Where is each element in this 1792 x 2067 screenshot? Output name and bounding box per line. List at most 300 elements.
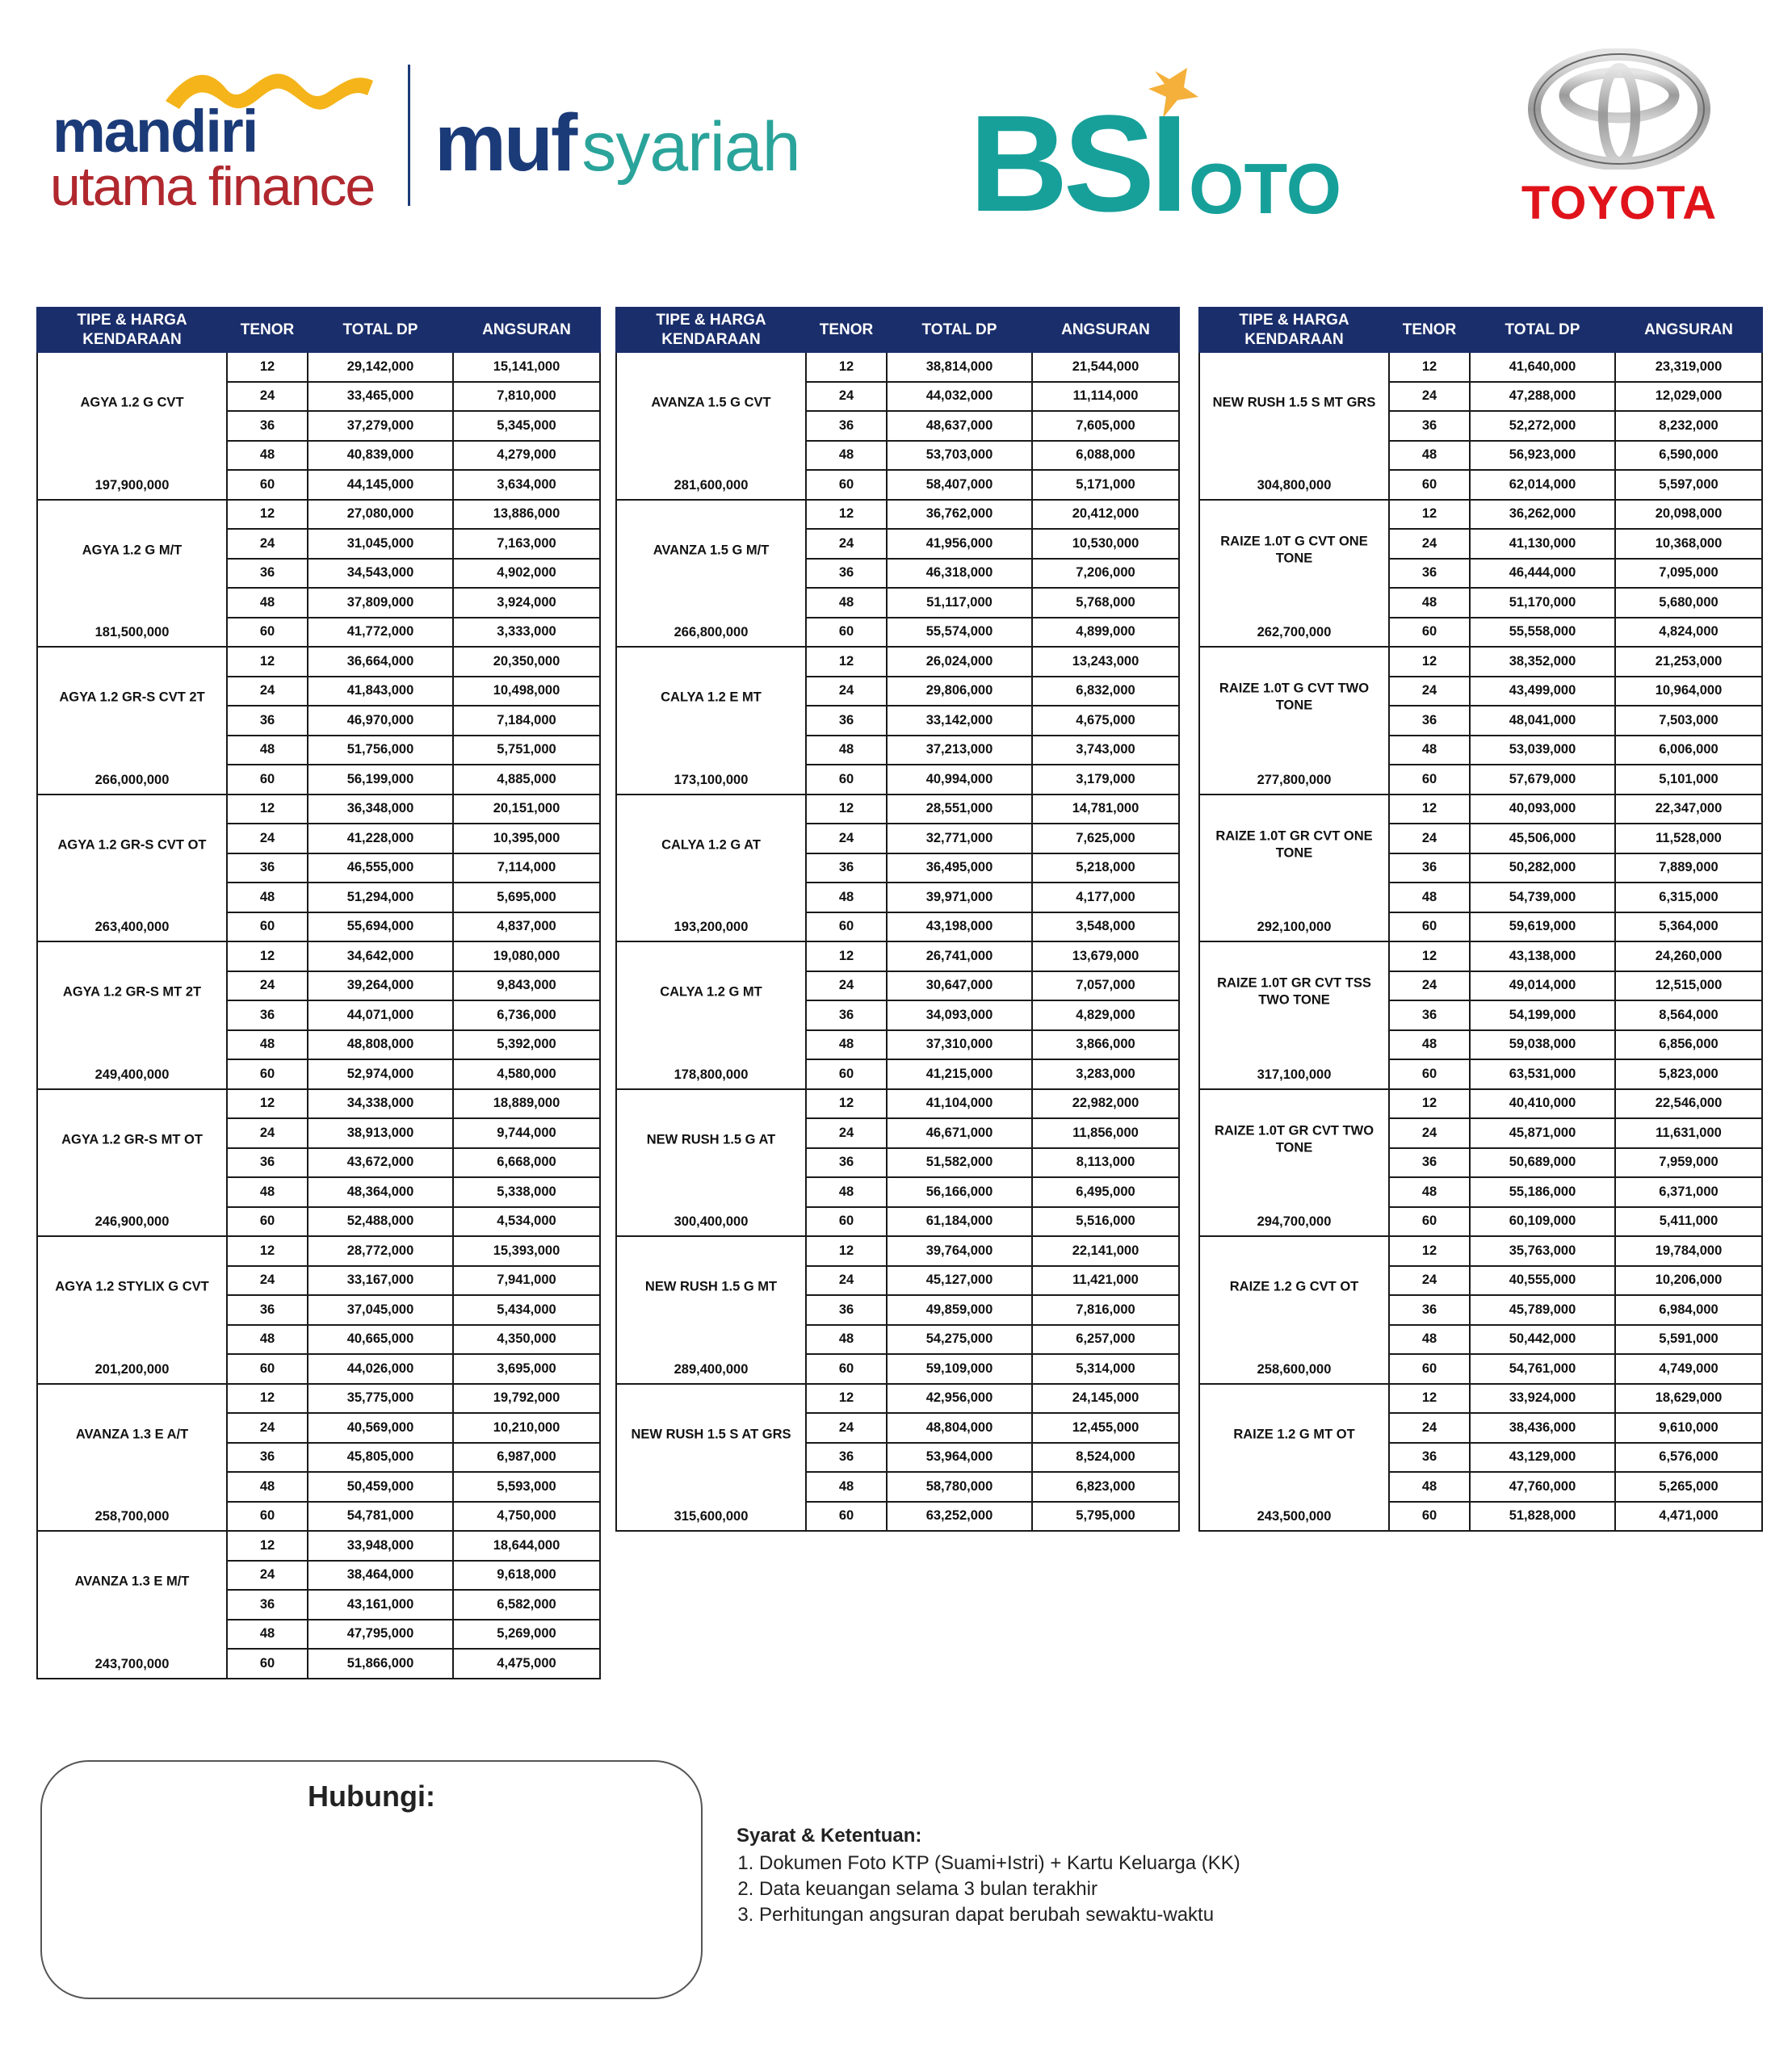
tenor-cell: 60 [227,470,308,500]
tenor-cell: 36 [806,1295,887,1325]
total-dp-cell: 44,145,000 [308,470,453,500]
angsuran-cell: 10,530,000 [1032,529,1179,559]
total-dp-cell: 45,789,000 [1470,1295,1615,1325]
model-cell [616,500,806,648]
header-total-dp: TOTAL DP [308,308,453,352]
tenor-cell: 48 [1389,736,1470,765]
tenor-cell: 60 [1389,1354,1470,1384]
angsuran-cell: 5,218,000 [1032,853,1179,883]
angsuran-cell: 3,283,000 [1032,1059,1179,1089]
model-cell [616,352,806,500]
model-name: AGYA 1.2 GR-S MT 2T [62,984,202,1000]
header-tenor: TENOR [1389,308,1470,352]
total-dp-cell: 59,109,000 [887,1354,1032,1384]
total-dp-cell: 43,672,000 [308,1148,453,1178]
tenor-cell: 60 [1389,765,1470,795]
tenor-cell: 24 [227,529,308,559]
total-dp-cell: 51,170,000 [1470,588,1615,618]
tenor-cell: 36 [227,1590,308,1620]
angsuran-cell: 8,113,000 [1032,1148,1179,1178]
total-dp-cell: 39,264,000 [308,971,453,1001]
total-dp-cell: 36,348,000 [308,795,453,824]
angsuran-cell: 6,832,000 [1032,677,1179,706]
tenor-cell: 36 [1389,706,1470,736]
model-name: NEW RUSH 1.5 S AT GRS [631,1426,791,1441]
table-header-row [37,308,600,352]
table-header-row [616,308,1179,352]
model-name: RAIZE 1.2 G CVT OT [1229,1279,1359,1294]
angsuran-cell: 4,580,000 [453,1059,600,1089]
total-dp-cell: 41,956,000 [887,529,1032,559]
total-dp-cell: 43,129,000 [1470,1443,1615,1473]
angsuran-cell: 8,564,000 [1615,1000,1762,1030]
tenor-cell: 48 [227,1325,308,1355]
angsuran-cell: 3,924,000 [453,588,600,618]
tenor-cell: 48 [1389,883,1470,912]
angsuran-cell: 6,315,000 [1615,883,1762,912]
tenor-cell: 48 [227,1472,308,1502]
tenor-cell: 60 [806,618,887,648]
table-row [1199,941,1762,971]
angsuran-cell: 4,824,000 [1615,618,1762,648]
total-dp-cell: 43,499,000 [1470,677,1615,706]
total-dp-cell: 56,923,000 [1470,441,1615,471]
angsuran-cell: 22,546,000 [1615,1089,1762,1119]
model-name: CALYA 1.2 G AT [661,836,761,852]
angsuran-cell: 3,634,000 [453,470,600,500]
model-name: RAIZE 1.0T G CVT ONE TONE [1220,534,1368,566]
tenor-cell: 24 [806,971,887,1001]
angsuran-cell: 7,095,000 [1615,559,1762,589]
tenor-cell: 48 [1389,1030,1470,1060]
angsuran-cell: 6,590,000 [1615,441,1762,471]
total-dp-cell: 57,679,000 [1470,765,1615,795]
total-dp-cell: 40,665,000 [308,1325,453,1355]
total-dp-cell: 36,762,000 [887,500,1032,530]
model-name: RAIZE 1.0T GR CVT ONE TONE [1215,828,1373,861]
tenor-cell: 60 [1389,1207,1470,1237]
logo-divider [408,65,410,206]
total-dp-cell: 33,948,000 [308,1531,453,1561]
angsuran-cell: 5,680,000 [1615,588,1762,618]
angsuran-cell: 6,582,000 [453,1590,600,1620]
table-row [616,795,1179,824]
tenor-cell: 24 [806,677,887,706]
angsuran-cell: 23,319,000 [1615,352,1762,382]
tenor-cell: 24 [806,1266,887,1296]
total-dp-cell: 45,805,000 [308,1443,453,1473]
angsuran-cell: 20,098,000 [1615,500,1762,530]
table-row [1199,1236,1762,1266]
tenor-cell: 24 [1389,1118,1470,1148]
total-dp-cell: 53,039,000 [1470,736,1615,765]
model-name: RAIZE 1.0T G CVT TWO TONE [1219,681,1370,713]
angsuran-cell: 7,163,000 [453,529,600,559]
model-name: AGYA 1.2 STYLIX G CVT [55,1279,209,1294]
header-model: TIPE & HARGA KENDARAAN [37,308,227,352]
total-dp-cell: 46,671,000 [887,1118,1032,1148]
tenor-cell: 36 [1389,1148,1470,1178]
tenor-cell: 60 [227,765,308,795]
total-dp-cell: 44,032,000 [887,382,1032,412]
model-cell [37,647,227,795]
tenor-cell: 12 [227,352,308,382]
total-dp-cell: 55,694,000 [308,912,453,942]
total-dp-cell: 50,459,000 [308,1472,453,1502]
angsuran-cell: 3,743,000 [1032,736,1179,765]
angsuran-cell: 21,253,000 [1615,647,1762,677]
tenor-cell: 24 [806,382,887,412]
table-row [616,1236,1179,1266]
tenor-cell: 48 [1389,1177,1470,1207]
angsuran-cell: 12,029,000 [1615,382,1762,412]
table-row [37,500,600,530]
model-name: AGYA 1.2 GR-S CVT 2T [59,690,205,705]
angsuran-cell: 5,597,000 [1615,470,1762,500]
angsuran-cell: 6,823,000 [1032,1472,1179,1502]
angsuran-cell: 7,057,000 [1032,971,1179,1001]
total-dp-cell: 63,252,000 [887,1502,1032,1532]
angsuran-cell: 12,455,000 [1032,1413,1179,1443]
total-dp-cell: 39,971,000 [887,883,1032,912]
angsuran-cell: 15,393,000 [453,1236,600,1266]
tenor-cell: 48 [1389,441,1470,471]
angsuran-cell: 4,350,000 [453,1325,600,1355]
tenor-cell: 36 [227,853,308,883]
model-price: 289,400,000 [674,1361,749,1377]
angsuran-cell: 11,114,000 [1032,382,1179,412]
tenor-cell: 36 [227,1295,308,1325]
model-price: 266,800,000 [674,625,749,639]
angsuran-cell: 10,498,000 [453,677,600,706]
angsuran-cell: 13,243,000 [1032,647,1179,677]
table-row [616,500,1179,530]
tenor-cell: 48 [806,588,887,618]
tenor-cell: 60 [806,1502,887,1532]
total-dp-cell: 37,310,000 [887,1030,1032,1060]
angsuran-cell: 7,114,000 [453,853,600,883]
total-dp-cell: 42,956,000 [887,1384,1032,1414]
total-dp-cell: 52,974,000 [308,1059,453,1089]
header-tenor: TENOR [806,308,887,352]
total-dp-cell: 28,772,000 [308,1236,453,1266]
model-cell [37,1236,227,1384]
model-price: 201,200,000 [94,1361,170,1377]
tenor-cell: 36 [227,411,308,441]
angsuran-cell: 7,810,000 [453,382,600,412]
total-dp-cell: 61,184,000 [887,1207,1032,1237]
model-name: AVANZA 1.5 G M/T [653,542,770,557]
angsuran-cell: 5,338,000 [453,1177,600,1207]
angsuran-cell: 10,395,000 [453,824,600,853]
tenor-cell: 24 [806,529,887,559]
model-name: CALYA 1.2 G MT [660,984,762,1000]
total-dp-cell: 50,282,000 [1470,853,1615,883]
model-name: RAIZE 1.0T GR CVT TSS TWO TONE [1217,975,1371,1008]
angsuran-cell: 4,899,000 [1032,618,1179,648]
angsuran-cell: 10,368,000 [1615,529,1762,559]
total-dp-cell: 52,488,000 [308,1207,453,1237]
angsuran-cell: 6,576,000 [1615,1443,1762,1473]
model-name: AVANZA 1.5 G CVT [651,395,771,410]
syariah-wordmark: syariah [581,108,800,186]
model-price: 249,400,000 [94,1067,170,1082]
model-cell [1199,1236,1389,1384]
tenor-cell: 36 [806,1443,887,1473]
angsuran-cell: 5,795,000 [1032,1502,1179,1532]
total-dp-cell: 34,543,000 [308,559,453,589]
model-name: AVANZA 1.3 E A/T [75,1426,189,1441]
model-cell [616,1089,806,1237]
angsuran-cell: 6,088,000 [1032,441,1179,471]
angsuran-cell: 5,751,000 [453,736,600,765]
toyota-wordmark: TOYOTA [1521,177,1718,229]
angsuran-cell: 6,856,000 [1615,1030,1762,1060]
header-tenor: TENOR [227,308,308,352]
tenor-cell: 36 [806,853,887,883]
utama-finance-wordmark: utama finance [50,156,375,217]
total-dp-cell: 44,071,000 [308,1000,453,1030]
mandiri-utama-finance-logo [48,65,388,218]
tenor-cell: 48 [806,1325,887,1355]
tenor-cell: 48 [1389,1325,1470,1355]
model-price: 304,800,000 [1257,477,1332,493]
angsuran-cell: 13,886,000 [453,500,600,530]
angsuran-cell: 7,184,000 [453,706,600,736]
total-dp-cell: 50,689,000 [1470,1148,1615,1178]
angsuran-cell: 11,528,000 [1615,824,1762,853]
tenor-cell: 24 [1389,971,1470,1001]
table-row [1199,795,1762,824]
angsuran-cell: 10,206,000 [1615,1266,1762,1296]
total-dp-cell: 29,142,000 [308,352,453,382]
total-dp-cell: 54,275,000 [887,1325,1032,1355]
angsuran-cell: 7,816,000 [1032,1295,1179,1325]
tenor-cell: 12 [227,500,308,530]
model-cell [37,1384,227,1532]
tenor-cell: 36 [227,559,308,589]
angsuran-cell: 10,964,000 [1615,677,1762,706]
angsuran-cell: 12,515,000 [1615,971,1762,1001]
table-row [37,1384,600,1414]
angsuran-cell: 18,644,000 [453,1531,600,1561]
tenor-cell: 24 [227,1266,308,1296]
angsuran-cell: 9,744,000 [453,1118,600,1148]
angsuran-cell: 14,781,000 [1032,795,1179,824]
total-dp-cell: 37,213,000 [887,736,1032,765]
angsuran-cell: 19,784,000 [1615,1236,1762,1266]
total-dp-cell: 56,199,000 [308,765,453,795]
model-price: 181,500,000 [94,625,170,639]
total-dp-cell: 33,167,000 [308,1266,453,1296]
total-dp-cell: 35,775,000 [308,1384,453,1414]
angsuran-cell: 20,412,000 [1032,500,1179,530]
total-dp-cell: 44,026,000 [308,1354,453,1384]
angsuran-cell: 7,605,000 [1032,411,1179,441]
total-dp-cell: 49,014,000 [1470,971,1615,1001]
tenor-cell: 24 [806,1413,887,1443]
table-row [37,1089,600,1119]
total-dp-cell: 48,804,000 [887,1413,1032,1443]
total-dp-cell: 51,828,000 [1470,1502,1615,1532]
tenor-cell: 12 [806,352,887,382]
tenor-cell: 12 [1389,500,1470,530]
bsi-oto-logo [969,65,1342,241]
angsuran-cell: 18,889,000 [453,1089,600,1119]
tenor-cell: 48 [227,1620,308,1650]
tenor-cell: 12 [1389,941,1470,971]
total-dp-cell: 33,465,000 [308,382,453,412]
total-dp-cell: 40,839,000 [308,441,453,471]
model-price: 294,700,000 [1257,1214,1332,1229]
total-dp-cell: 53,964,000 [887,1443,1032,1473]
total-dp-cell: 47,760,000 [1470,1472,1615,1502]
tenor-cell: 12 [806,1089,887,1119]
total-dp-cell: 40,994,000 [887,765,1032,795]
angsuran-cell: 4,471,000 [1615,1502,1762,1532]
total-dp-cell: 41,104,000 [887,1089,1032,1119]
tenor-cell: 60 [806,1354,887,1384]
tenor-cell: 24 [1389,1413,1470,1443]
model-price: 292,100,000 [1257,920,1332,934]
tenor-cell: 60 [1389,1059,1470,1089]
tenor-cell: 12 [1389,352,1470,382]
angsuran-cell: 5,695,000 [453,883,600,912]
total-dp-cell: 31,045,000 [308,529,453,559]
total-dp-cell: 62,014,000 [1470,470,1615,500]
angsuran-cell: 4,885,000 [453,765,600,795]
contact-box [40,1760,703,1999]
model-cell [1199,500,1389,648]
tenor-cell: 12 [806,941,887,971]
angsuran-cell: 20,151,000 [453,795,600,824]
tenor-cell: 48 [227,588,308,618]
total-dp-cell: 53,703,000 [887,441,1032,471]
table-row [1199,500,1762,530]
tenor-cell: 60 [227,1059,308,1089]
model-price: 243,500,000 [1257,1509,1332,1524]
tenor-cell: 60 [806,765,887,795]
tenor-cell: 12 [1389,795,1470,824]
header-angsuran: ANGSURAN [1032,308,1179,352]
angsuran-cell: 5,314,000 [1032,1354,1179,1384]
tenor-cell: 48 [1389,1472,1470,1502]
angsuran-cell: 6,987,000 [453,1443,600,1473]
total-dp-cell: 30,647,000 [887,971,1032,1001]
model-cell [37,352,227,500]
angsuran-cell: 21,544,000 [1032,352,1179,382]
header-angsuran: ANGSURAN [1615,308,1762,352]
total-dp-cell: 28,551,000 [887,795,1032,824]
angsuran-cell: 4,837,000 [453,912,600,942]
tenor-cell: 60 [806,1207,887,1237]
tenor-cell: 24 [1389,382,1470,412]
model-price: 178,800,000 [674,1067,749,1082]
total-dp-cell: 55,186,000 [1470,1177,1615,1207]
tenor-cell: 24 [227,382,308,412]
total-dp-cell: 40,555,000 [1470,1266,1615,1296]
total-dp-cell: 45,506,000 [1470,824,1615,853]
total-dp-cell: 41,843,000 [308,677,453,706]
angsuran-cell: 7,206,000 [1032,559,1179,589]
mandiri-wordmark: mandiri [52,98,258,165]
table-row [1199,647,1762,677]
total-dp-cell: 56,166,000 [887,1177,1032,1207]
tenor-cell: 60 [227,618,308,648]
tenor-cell: 60 [806,470,887,500]
total-dp-cell: 51,756,000 [308,736,453,765]
tenor-cell: 60 [227,912,308,942]
angsuran-cell: 7,503,000 [1615,706,1762,736]
model-cell [1199,941,1389,1089]
total-dp-cell: 47,288,000 [1470,382,1615,412]
model-price: 266,000,000 [94,772,170,787]
tenor-cell: 12 [1389,647,1470,677]
tenor-cell: 36 [1389,411,1470,441]
angsuran-cell: 19,792,000 [453,1384,600,1414]
total-dp-cell: 63,531,000 [1470,1059,1615,1089]
total-dp-cell: 51,866,000 [308,1649,453,1679]
total-dp-cell: 38,352,000 [1470,647,1615,677]
angsuran-cell: 24,145,000 [1032,1384,1179,1414]
total-dp-cell: 48,041,000 [1470,706,1615,736]
tenor-cell: 36 [806,559,887,589]
total-dp-cell: 59,619,000 [1470,912,1615,942]
header-angsuran: ANGSURAN [453,308,600,352]
angsuran-cell: 22,347,000 [1615,795,1762,824]
angsuran-cell: 5,171,000 [1032,470,1179,500]
muf-wordmark: muf [434,98,576,188]
oto-wordmark: OTO [1189,149,1342,229]
tenor-cell: 36 [227,1148,308,1178]
table-row [616,647,1179,677]
contact-title: Hubungi: [308,1780,435,1813]
angsuran-cell: 6,495,000 [1032,1177,1179,1207]
table-row [37,647,600,677]
angsuran-cell: 6,006,000 [1615,736,1762,765]
total-dp-cell: 40,410,000 [1470,1089,1615,1119]
angsuran-cell: 3,179,000 [1032,765,1179,795]
table-row [37,1531,600,1561]
total-dp-cell: 38,913,000 [308,1118,453,1148]
model-name: NEW RUSH 1.5 S MT GRS [1212,395,1376,410]
angsuran-cell: 20,350,000 [453,647,600,677]
angsuran-cell: 6,984,000 [1615,1295,1762,1325]
tenor-cell: 36 [806,1148,887,1178]
total-dp-cell: 43,138,000 [1470,941,1615,971]
tenor-cell: 24 [227,824,308,853]
total-dp-cell: 54,761,000 [1470,1354,1615,1384]
total-dp-cell: 48,364,000 [308,1177,453,1207]
tenor-cell: 36 [1389,559,1470,589]
model-cell [37,500,227,648]
angsuran-cell: 11,631,000 [1615,1118,1762,1148]
model-name: AGYA 1.2 G CVT [80,395,184,410]
total-dp-cell: 33,142,000 [887,706,1032,736]
toyota-emblem-icon [1526,48,1712,170]
model-price: 315,600,000 [674,1509,749,1524]
terms-and-conditions [737,1823,1240,1928]
angsuran-cell: 6,371,000 [1615,1177,1762,1207]
total-dp-cell: 46,970,000 [308,706,453,736]
angsuran-cell: 7,941,000 [453,1266,600,1296]
tenor-cell: 60 [227,1207,308,1237]
angsuran-cell: 8,232,000 [1615,411,1762,441]
model-price: 300,400,000 [674,1214,749,1229]
tenor-cell: 60 [227,1649,308,1679]
angsuran-cell: 4,749,000 [1615,1354,1762,1384]
terms-item: 2. Data keuangan selama 3 bulan terakhir [759,1876,1240,1902]
